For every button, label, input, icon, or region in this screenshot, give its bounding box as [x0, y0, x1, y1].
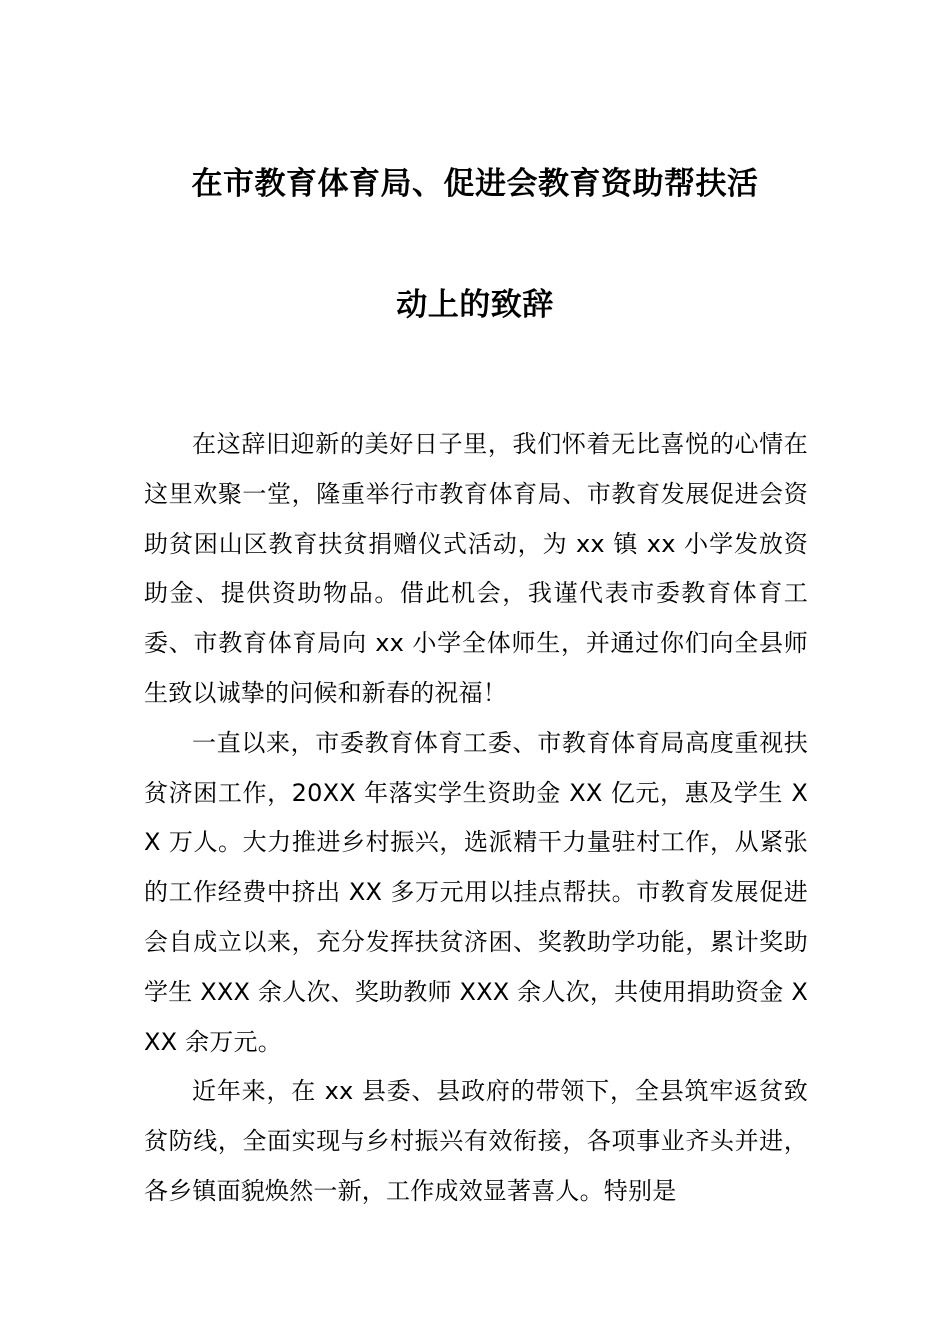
body-paragraph-3: 近年来，在 xx 县委、县政府的带领下，全县筑牢返贫致贫防线，全面实现与乡村振兴有效衔接，各项事业齐头并进，各乡镇面貌焕然一新，工作成效显著喜人。特别是 [144, 1077, 808, 1205]
document-title-line-2: 动上的致辞 [396, 287, 554, 323]
body-paragraph-1: 在这辞旧迎新的美好日子里，我们怀着无比喜悦的心情在这里欢聚一堂，隆重举行市教育体育局、市教育发展促进会资助贫困山区教育扶贫捐赠仪式活动，为 xx 镇 xx 小学发放资助金、提供资助物品。借此机会，我谨代表市委教育体育工委、市教育体育局向 xx 小学全体师生，并通过你们向全县师生致以诚挚的问候和新春的祝福！ [144, 430, 808, 707]
document-body [144, 420, 808, 1217]
body-paragraph-2: 一直以来，市委教育体育工委、市教育体育局高度重视扶贫济困工作，20XX 年落实学生资助金 XX 亿元，惠及学生 XX 万人。大力推进乡村振兴，选派精干力量驻村工作，从紧张的工作经费中挤出 XX 多万元用以挂点帮扶。市教育发展促进会自成立以来，充分发挥扶贫济困、奖教助学功能，累计奖助学生 XXX 余人次、奖助教师 XXX 余人次，共使用捐助资金 XXX 余万元。 [144, 728, 808, 1056]
document-title-line-1: 在市教育体育局、促进会教育资助帮扶活 [191, 166, 759, 202]
